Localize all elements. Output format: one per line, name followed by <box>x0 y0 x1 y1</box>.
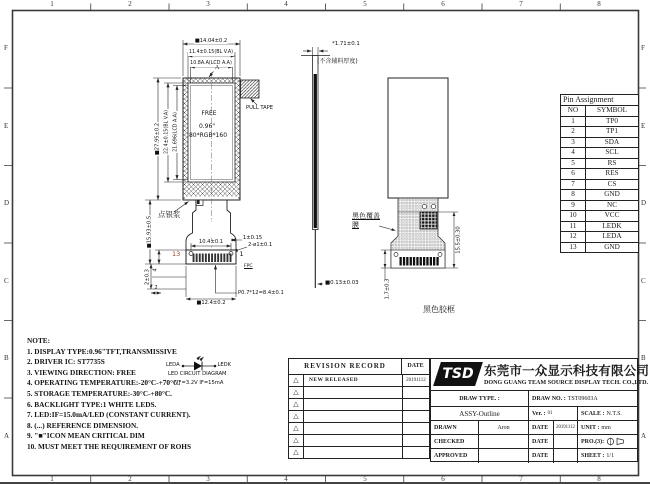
pin-row: 8 GND <box>561 189 638 200</box>
dim-step: 4 <box>152 268 159 272</box>
zone-row-label: B <box>4 354 9 362</box>
draw-type-value-cell: ASSY-Outline <box>431 407 529 420</box>
display-area-free: FREE <box>201 110 217 117</box>
pin-assignment-table <box>560 94 639 253</box>
zone-col-label: 6 <box>441 475 445 483</box>
zone-col-label: 2 <box>128 0 132 8</box>
dim-gold-finger: 1.7±0.3 <box>384 278 391 300</box>
note-item: 2. DRIVER IC: ST7735S <box>27 357 105 367</box>
silver-dot-label: 点银浆 <box>158 210 181 219</box>
revision-row <box>289 399 429 411</box>
title-row-type <box>431 407 637 421</box>
zone-col-label: 1 <box>50 475 54 483</box>
revision-record-table <box>288 358 430 459</box>
revision-triangle-icon: △ <box>289 375 304 386</box>
pin-col-symbol: SYMBOL <box>597 106 627 114</box>
pin-row: 2 TP1 <box>561 126 638 137</box>
pin-row: 10 VCC <box>561 210 638 221</box>
pin-row: 3 SDA <box>561 137 638 148</box>
revision-row <box>289 411 429 423</box>
revision-header-date: DATE <box>407 363 424 369</box>
draw-type-label-cell: DRAW TYPE. : <box>431 391 529 406</box>
revision-row <box>289 387 429 399</box>
version-cell: Ver. : 01 <box>529 407 578 420</box>
front-view-linework <box>145 40 318 299</box>
note-item: 3. VIEWING DIRECTION: FREE <box>27 367 136 377</box>
pin-row: 1 TP0 <box>561 116 638 127</box>
pin-table-header <box>561 106 638 116</box>
zone-row-label: C <box>4 277 9 285</box>
zone-row-label: F <box>641 44 645 52</box>
revision-row <box>289 423 429 435</box>
note-item: 10. MUST MEET THE REQUIREMENT OF ROHS <box>27 441 192 451</box>
company-name-cn: 东莞市一众显示科技有限公司 <box>484 364 650 378</box>
zone-col-label: 7 <box>519 475 523 483</box>
section-marker-a: A <box>215 65 220 71</box>
dim-fpc-length: ■15.93±0.5 <box>145 215 152 249</box>
dim-fpc-thickness: ■0.13±0.03 <box>325 280 359 286</box>
title-row-approved <box>431 449 637 463</box>
dim-connector-outer: ■12.4±0.2 <box>196 300 226 306</box>
pin-row: 4 SCL <box>561 147 638 158</box>
zone-row-label: F <box>4 44 8 52</box>
company-header <box>431 359 650 391</box>
display-area-resolution: 80*RGB*160 <box>188 132 228 139</box>
pin-number-13: 13 <box>172 250 181 258</box>
drawn-date-cell: 20191112 <box>554 421 578 434</box>
zone-row-label: D <box>641 199 647 207</box>
zone-row-label: A <box>4 432 10 440</box>
dim-height-outer: ■27.95±0.2 <box>153 122 160 156</box>
led-cathode-label: LEDK <box>217 361 232 368</box>
revision-triangle-icon: △ <box>289 435 304 446</box>
note-item: 6. BACKLIGHT TYPE:1 WHITE LEDS. <box>27 399 157 409</box>
side-view-linework <box>301 51 330 288</box>
revision-triangle-icon: △ <box>289 423 304 434</box>
pin-row: 11 LEDK <box>561 221 638 232</box>
revision-row <box>289 447 429 458</box>
revision-triangle-icon: △ <box>289 399 304 410</box>
checked-by-cell <box>479 435 529 448</box>
approved-date-label-cell: DATE <box>529 449 554 463</box>
pin-row: 5 RS <box>561 158 638 169</box>
zone-col-label: 3 <box>206 475 210 483</box>
pin-row: 7 CS <box>561 179 638 190</box>
dim-back-fpc: 15.5±0.30 <box>455 226 462 254</box>
dim-holes: 2-ø1±0.1 <box>248 242 273 248</box>
zone-row-label: D <box>4 199 10 207</box>
revision-header-title: REVISION RECORD <box>289 359 402 374</box>
title-row-checked <box>431 435 637 449</box>
dim-hole-edge: 1±0.15 <box>243 235 263 241</box>
pin-row: 6 RES <box>561 168 638 179</box>
thickness-note: (不含辅料厚度) <box>317 58 358 65</box>
drawn-by-cell: Aron <box>479 421 529 434</box>
display-area-size: 0.96" <box>198 123 216 130</box>
zone-col-label: 8 <box>597 0 601 8</box>
zone-row-label: A <box>641 432 647 440</box>
notes-title: NOTE: <box>27 336 51 345</box>
coverlay-film-label-line2: 膜 <box>352 221 359 229</box>
approved-by-cell <box>479 449 529 463</box>
drawn-label-cell: DRAWN <box>431 421 479 434</box>
unit-cell: UNIT : mm <box>581 424 611 431</box>
zone-col-label: 4 <box>284 0 288 8</box>
led-diagram-title: LED CIRCUIT DIAGRAM <box>168 371 227 377</box>
dim-thickness: *1.71±0.1 <box>332 41 360 47</box>
title-row-drawno <box>431 391 637 407</box>
revision-row <box>289 435 429 447</box>
sheet-cell: SHEET : 1/1 <box>581 453 615 459</box>
checked-label-cell: CHECKED <box>431 435 479 448</box>
company-logo: TSD <box>433 362 483 386</box>
back-view-linework <box>379 78 458 280</box>
pin-row: 12 LEDA <box>561 231 638 242</box>
led-spec: VF=3.2V IF=15mA <box>175 380 224 386</box>
zone-col-label: 8 <box>597 475 601 483</box>
note-item: 1. DISPLAY TYPE:0.96"TFT,TRANSMISSIVE <box>27 346 177 356</box>
pin-row: 13 GND <box>561 242 638 253</box>
dim-tail: 2±0.3 <box>144 269 151 285</box>
note-item: 9. "■"ICON MEAN CRITICAL DIM <box>27 431 145 441</box>
coverlay-film-label-line1: 黑色覆盖 <box>352 212 380 220</box>
dim-connector-inner: 10.4±0.1 <box>198 239 224 245</box>
zone-col-label: 3 <box>206 0 210 8</box>
fpc-label: FPC <box>244 263 253 269</box>
zone-col-label: 1 <box>50 0 54 8</box>
zone-row-label: E <box>4 122 9 130</box>
dim-height-bl: 22.4±0.15(BL V.A) <box>164 109 170 155</box>
dim-pitch: P0.7*12=8.4±0.1 <box>238 290 284 296</box>
projection-cell: PRO.(3): <box>578 435 637 448</box>
checked-date-label-cell: DATE <box>529 435 554 448</box>
revision-triangle-icon: △ <box>289 447 304 458</box>
approved-date-cell <box>554 449 578 463</box>
zone-col-label: 7 <box>519 0 523 8</box>
pin-number-1: 1 <box>239 250 244 258</box>
revision-row: △ NEW RELEASED 20191112 <box>289 375 429 387</box>
note-item: 4. OPERATING TEMPERATURE:-20°C-+70°C. <box>27 378 181 388</box>
title-block <box>430 358 650 462</box>
black-frame-label: 黑色胶框 <box>423 305 455 314</box>
dim-width-lcd: 10.8A.A(LCD A.A) <box>190 61 232 66</box>
note-item: 5. STORAGE TEMPERATURE:-30°C-+80°C. <box>27 388 172 398</box>
dim-width-outer: ■14.04±0.2 <box>194 38 228 44</box>
zone-row-label: C <box>641 277 646 285</box>
third-angle-projection-icon <box>606 437 625 446</box>
scale-cell: SCALE : N.T.S. <box>581 410 622 417</box>
checked-date-cell <box>554 435 578 448</box>
zone-col-label: 5 <box>363 475 367 483</box>
note-item: 8. (...) REFERENCE DIMENSION. <box>27 420 139 430</box>
drawn-date-label-cell: DATE <box>529 421 554 434</box>
pull-tape-label: PULL TAPE <box>246 105 274 111</box>
approved-label-cell: APPROVED <box>431 449 479 463</box>
dim-height-lcd: 21.696(LCD A.A) <box>173 112 179 152</box>
revision-triangle-icon: △ <box>289 411 304 422</box>
title-row-drawn <box>431 421 637 435</box>
pin-col-no: NO <box>561 106 586 116</box>
dim-width-bl: 11.4±0.15(BL V.A) <box>188 50 234 55</box>
revision-triangle-icon: △ <box>289 387 304 398</box>
draw-no-cell: DRAW NO. : TST09603A <box>532 395 598 402</box>
revision-header <box>289 359 429 375</box>
notes-block <box>27 336 191 453</box>
led-anode-label: LEDA <box>166 361 180 368</box>
company-name-en: DONG GUANG TEAM SOURCE DISPLAY TECH. CO.,LTD. <box>484 379 648 386</box>
zone-row-label: E <box>641 122 646 130</box>
zone-row-label: B <box>641 354 646 362</box>
zone-col-label: 2 <box>128 475 132 483</box>
zone-col-label: 4 <box>284 475 288 483</box>
zone-col-label: 6 <box>441 0 445 8</box>
pin-table-title: Pin Assignment <box>561 95 638 106</box>
note-item: 7. LED:IF=15.0mA/LED (CONSTANT CURRENT). <box>27 410 191 420</box>
zone-col-label: 5 <box>363 0 367 8</box>
pin-row: 9 NC <box>561 200 638 211</box>
dim-edge: 2 <box>154 285 158 291</box>
